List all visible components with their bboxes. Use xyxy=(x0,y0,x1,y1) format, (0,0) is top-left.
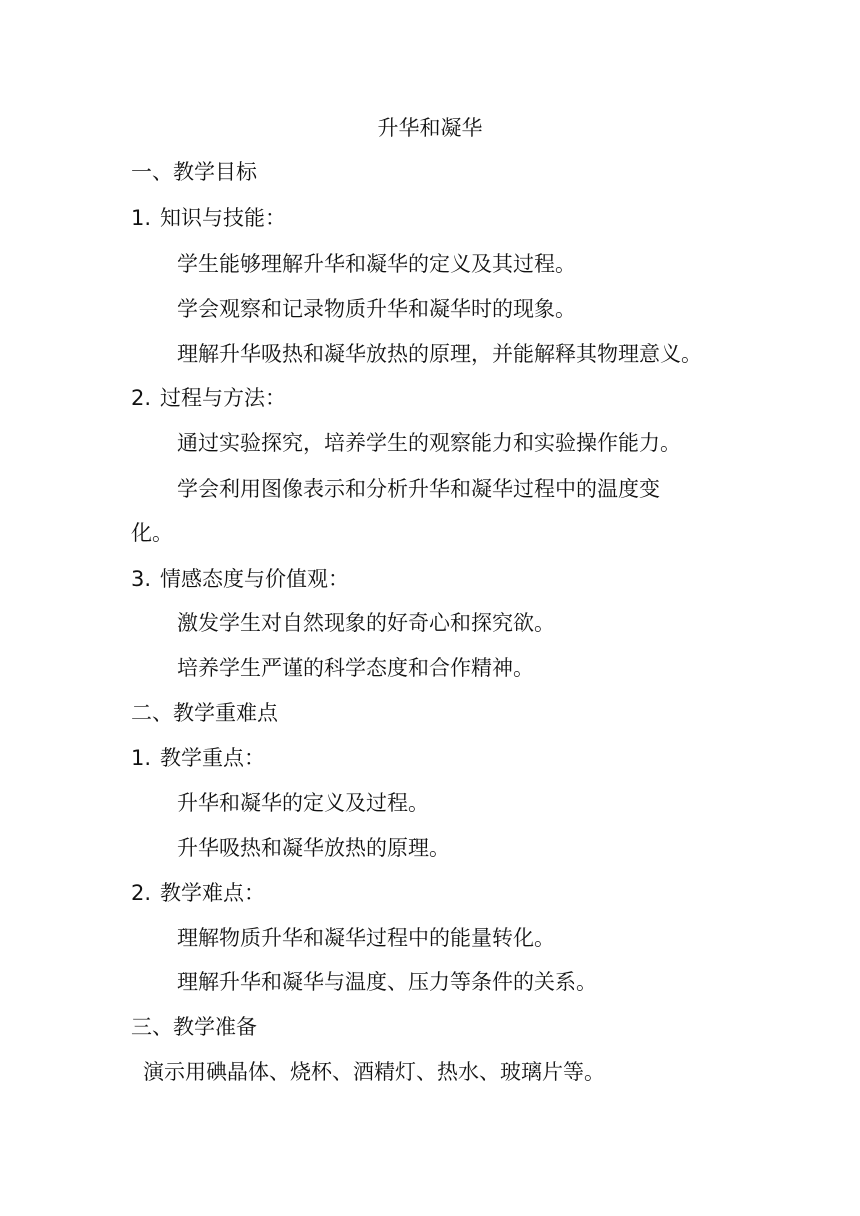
body-line: 升华吸热和凝华放热的原理。 xyxy=(177,836,450,860)
body-line: 升华和凝华的定义及过程。 xyxy=(177,791,429,815)
body-line: 学会观察和记录物质升华和凝华时的现象。 xyxy=(177,297,576,321)
numbered-item-process-methods xyxy=(131,384,286,412)
item-label: 过程与方法： xyxy=(160,386,286,410)
body-line: 理解物质升华和凝华过程中的能量转化。 xyxy=(177,926,555,950)
body-line: 理解升华吸热和凝华放热的原理，并能解释其物理意义。 xyxy=(177,342,702,366)
body-line: 理解升华和凝华与温度、压力等条件的关系。 xyxy=(177,970,597,994)
item-number: 1. xyxy=(131,206,152,230)
item-number: 3. xyxy=(131,567,152,591)
body-line-continuation: 化。 xyxy=(131,521,173,545)
body-line: 通过实验探究，培养学生的观察能力和实验操作能力。 xyxy=(177,431,681,455)
section-heading-key-difficult-points: 二、教学重难点 xyxy=(131,701,278,725)
item-number: 1. xyxy=(131,746,152,770)
section-heading-teaching-goals: 一、教学目标 xyxy=(131,160,257,184)
item-label: 知识与技能： xyxy=(160,206,286,230)
body-line: 学会利用图像表示和分析升华和凝华过程中的温度变 xyxy=(177,477,660,501)
item-number: 2. xyxy=(131,386,152,410)
preparation-materials-text: 演示用碘晶体、烧杯、酒精灯、热水、玻璃片等。 xyxy=(143,1060,605,1084)
item-label: 情感态度与价值观： xyxy=(160,567,349,591)
item-label: 教学重点： xyxy=(160,746,265,770)
body-line: 激发学生对自然现象的好奇心和探究欲。 xyxy=(177,611,555,635)
numbered-item-attitudes-values xyxy=(131,565,349,593)
body-line: 学生能够理解升华和凝华的定义及其过程。 xyxy=(177,252,576,276)
numbered-item-difficult-points xyxy=(131,879,265,907)
item-label: 教学难点： xyxy=(160,881,265,905)
numbered-item-knowledge-skills xyxy=(131,204,286,232)
item-number: 2. xyxy=(131,881,152,905)
body-line: 培养学生严谨的科学态度和合作精神。 xyxy=(177,656,534,680)
document-title: 升华和凝华 xyxy=(377,116,483,140)
numbered-item-key-points xyxy=(131,744,265,772)
section-heading-teaching-preparation: 三、教学准备 xyxy=(131,1015,257,1039)
